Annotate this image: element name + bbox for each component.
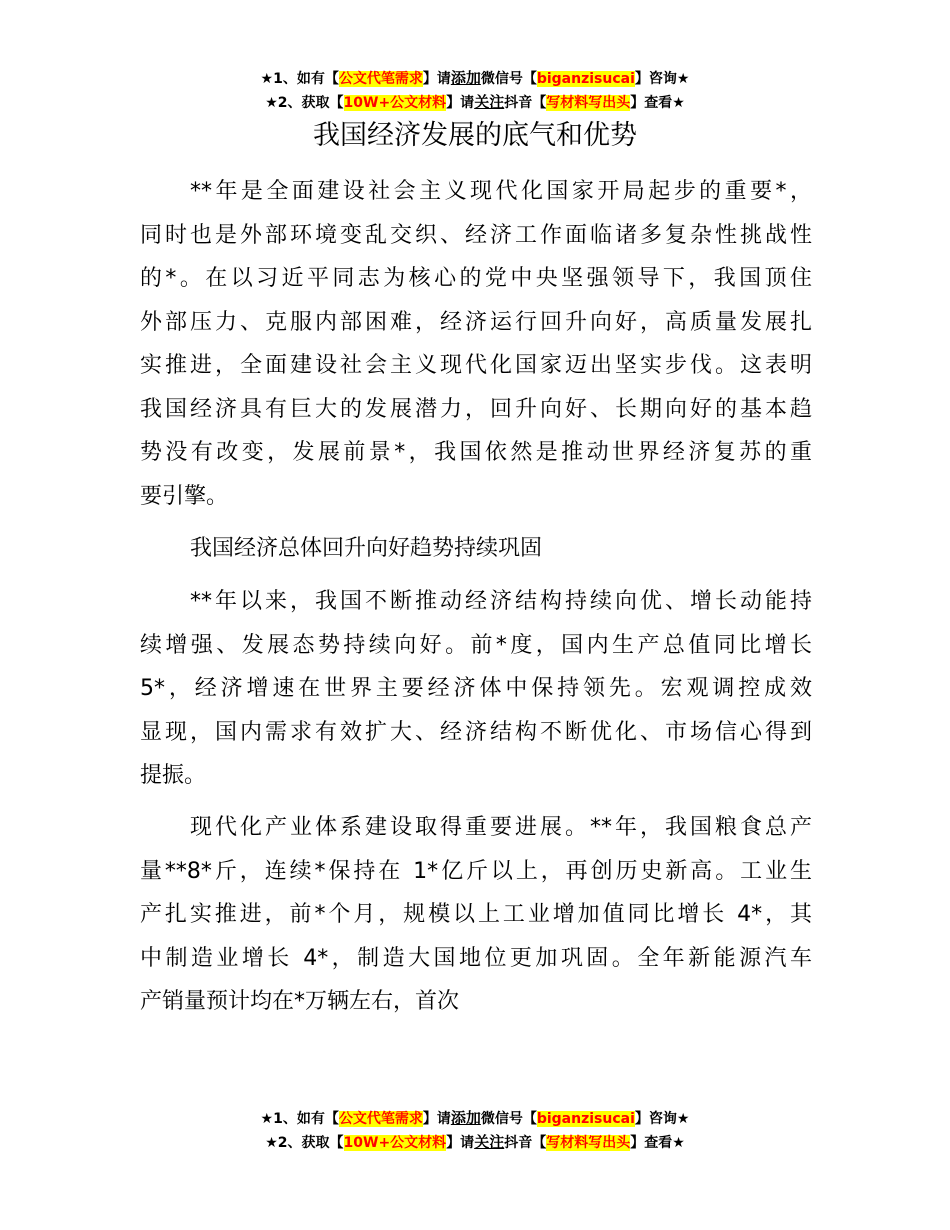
paragraph-line: 提振。 bbox=[140, 763, 207, 788]
header-banner bbox=[0, 67, 950, 115]
banner-highlight: 10W+公文材料 bbox=[343, 1135, 447, 1151]
banner-text: ★2、获取【 bbox=[265, 95, 344, 111]
banner-line-2 bbox=[0, 1131, 950, 1155]
paragraph-1 bbox=[140, 170, 812, 518]
banner-text: 抖音【 bbox=[504, 1135, 547, 1151]
banner-text: ★2、获取【 bbox=[265, 1135, 344, 1151]
banner-emphasis: 关注 bbox=[474, 93, 505, 111]
paragraph-line: 产扎实推进，前*个月，规模以上工业增加值同比增长 4*，其 bbox=[140, 902, 812, 927]
paragraph-4 bbox=[140, 806, 812, 1024]
banner-emphasis: 关注 bbox=[474, 1133, 505, 1151]
paragraph-line: 同时也是外部环境变乱交织、经济工作面临诸多复杂性挑战性 bbox=[140, 222, 812, 248]
banner-emphasis: 添加 bbox=[450, 1109, 481, 1127]
paragraph-line: 现代化产业体系建设取得重要进展。**年，我国粮食总产 bbox=[190, 815, 812, 840]
banner-text: 抖音【 bbox=[504, 95, 547, 111]
banner-text: ★1、如有【 bbox=[260, 71, 339, 87]
banner-highlight: 公文代笔需求 bbox=[338, 71, 423, 87]
paragraph-line: 我国经济总体回升向好趋势持续巩固 bbox=[190, 536, 543, 561]
banner-highlight: biganzisucai bbox=[536, 1111, 635, 1127]
banner-highlight: 写材料写出头 bbox=[546, 95, 631, 111]
banner-highlight: 写材料写出头 bbox=[546, 1135, 631, 1151]
banner-text: ★1、如有【 bbox=[260, 1111, 339, 1127]
paragraph-line: 产销量预计均在*万辆左右，首次 bbox=[140, 989, 460, 1014]
banner-text: 】请 bbox=[422, 71, 451, 87]
paragraph-line: 显现，国内需求有效扩大、经济结构不断优化、市场信心得到 bbox=[140, 719, 812, 745]
section-heading bbox=[140, 527, 812, 571]
banner-text: 微信号【 bbox=[480, 71, 537, 87]
paragraph-line: 的*。在以习近平同志为核心的党中央坚强领导下，我国顶住 bbox=[140, 266, 812, 291]
banner-text: 】请 bbox=[446, 95, 475, 111]
banner-text: 】请 bbox=[446, 1135, 475, 1151]
paragraph-line: 续增强、发展态势持续向好。前*度，国内生产总值同比增长 bbox=[140, 632, 812, 658]
paragraph-line: **年以来，我国不断推动经济结构持续向优、增长动能持 bbox=[190, 589, 812, 614]
banner-highlight: biganzisucai bbox=[536, 71, 635, 87]
banner-text: 】查看★ bbox=[630, 95, 685, 111]
paragraph-line: 量**8*斤，连续*保持在 1*亿斤以上，再创历史新高。工业生 bbox=[140, 858, 812, 884]
banner-line-1 bbox=[0, 67, 950, 91]
paragraph-line: 5*，经济增速在世界主要经济体中保持领先。宏观调控成效 bbox=[140, 676, 812, 701]
paragraph-line: **年是全面建设社会主义现代化国家开局起步的重要*， bbox=[190, 179, 812, 204]
banner-text: 微信号【 bbox=[480, 1111, 537, 1127]
banner-emphasis: 添加 bbox=[450, 69, 481, 87]
paragraph-line: 外部压力、克服内部困难，经济运行回升向好，高质量发展扎 bbox=[140, 309, 812, 335]
banner-text: 】咨询★ bbox=[634, 71, 690, 87]
banner-text: 】请 bbox=[422, 1111, 451, 1127]
paragraph-line: 要引擎。 bbox=[140, 483, 229, 509]
banner-line-1 bbox=[0, 1107, 950, 1131]
paragraph-line: 中制造业增长 4*，制造大国地位更加巩固。全年新能源汽车 bbox=[140, 945, 812, 971]
banner-text: 】咨询★ bbox=[634, 1111, 690, 1127]
document-title: 我国经济发展的底气和优势 bbox=[313, 120, 637, 151]
paragraph-3 bbox=[140, 580, 812, 798]
banner-highlight: 10W+公文材料 bbox=[343, 95, 447, 111]
paragraph-line: 势没有改变，发展前景*，我国依然是推动世界经济复苏的重 bbox=[140, 440, 812, 465]
paragraph-line: 我国经济具有巨大的发展潜力，回升向好、长期向好的基本趋 bbox=[140, 396, 812, 422]
footer-banner bbox=[0, 1107, 950, 1155]
paragraph-line: 实推进，全面建设社会主义现代化国家迈出坚实步伐。这表明 bbox=[140, 353, 812, 378]
banner-line-2 bbox=[0, 91, 950, 115]
banner-highlight: 公文代笔需求 bbox=[338, 1111, 423, 1127]
banner-text: 】查看★ bbox=[630, 1135, 685, 1151]
